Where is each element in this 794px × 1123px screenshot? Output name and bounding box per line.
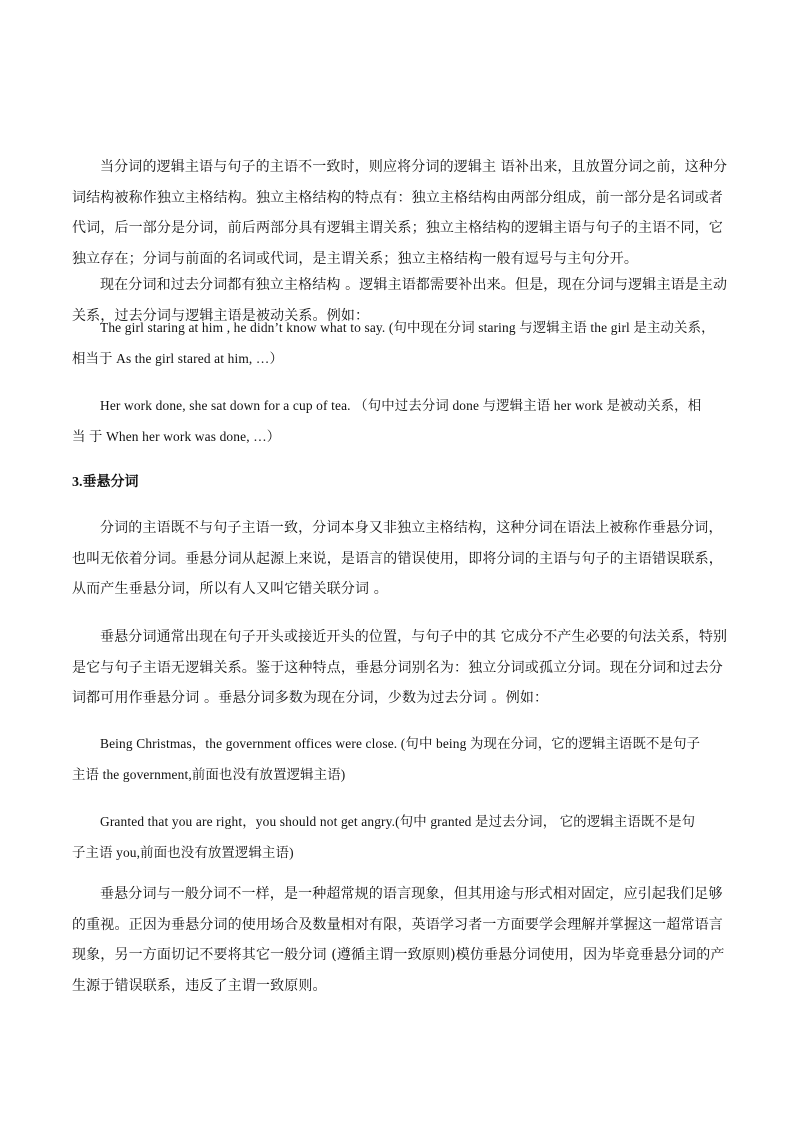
text-line: 当 于 When her work was done, …） (72, 428, 281, 444)
text-line: 分词的主语既不与句子主语一致，分词本身又非独立主格结构，这种分词在语法上被称作垂悬分词， (100, 520, 723, 536)
text-line: 垂悬分词与一般分词不一样，是一种超常规的语言现象，但其用途与形式相对固定，应引起我们足够 (100, 886, 723, 902)
text-line: 垂悬分词通常出现在句子开头或接近开头的位置，与句子中的其 它成分不产生必要的句法关系，特别 (100, 629, 728, 645)
text-line: 生源于错误联系，违反了主谓一致原则。 (72, 977, 327, 994)
example-granted (72, 807, 722, 868)
paragraph-absolute-construction (72, 152, 728, 274)
text-line: The girl staring at him , he didn’t know what to say. (句中现在分词 staring 与逻辑主语 the girl 是主动关系， (100, 320, 715, 335)
text-line: 是它与句子主语无逻辑关系。鉴于这种特点，垂悬分词别名为：独立分词或孤立分词。现在分词和过去分 (72, 659, 723, 676)
text-line: 相当于 As the girl stared at him, …） (72, 350, 283, 366)
text-line: 的重视。正因为垂悬分词的使用场合及数量相对有限，英语学习者一方面要学会理解并掌握这一超常语言 (72, 916, 723, 933)
text-line: 代词，后一部分是分词，前后两部分具有逻辑主谓关系；独立主格结构的逻辑主语与句子的主语不同，它 (72, 220, 723, 236)
text-line: 词都可用作垂悬分词 。垂悬分词多数为现在分词，少数为过去分词 。例如： (72, 690, 549, 706)
paragraph-dangling-definition (72, 513, 722, 605)
paragraph-dangling-conclusion (72, 879, 725, 1001)
text-line: 关系，过去分词与逻辑主语是被动关系。例如： (72, 307, 370, 324)
text-line: 现象，另一方面切记不要将其它一般分词 (遵循主谓一致原则)模仿垂悬分词使用，因为毕竟垂悬分词的产 (72, 947, 725, 963)
example-work-done (72, 391, 722, 452)
text-line: 独立存在；分词与前面的名词或代词，是主谓关系；独立主格结构一般有逗号与主句分开。 (72, 250, 638, 267)
text-line: 主语 the government,前面也没有放置逻辑主语) (72, 766, 346, 782)
text-line: Being Christmas，the government offices were close. (句中 being 为现在分词，它的逻辑主语既不是句子 (100, 736, 701, 751)
text-line: 也叫无依着分词。垂悬分词从起源上来说，是语言的错误使用，即将分词的主语与句子的主语错误联系， (72, 550, 723, 567)
example-being-christmas (72, 729, 722, 790)
paragraph-dangling-position (72, 622, 728, 714)
text-line: 现在分词和过去分词都有独立主格结构 。逻辑主语都需要补出来。但是，现在分词与逻辑主语是主动 (100, 277, 728, 293)
text-line: 词结构被称作独立主格结构。独立主格结构的特点有：独立主格结构由两部分组成，前一部分是名词或者 (72, 189, 723, 206)
text-line: 当分词的逻辑主语与句子的主语不一致时，则应将分词的逻辑主 语补出来，且放置分词之前，这种分 (100, 159, 728, 175)
text-line: 子主语 you,前面也没有放置逻辑主语) (72, 844, 294, 860)
text-line: Her work done, she sat down for a cup of tea. （句中过去分词 done 与逻辑主语 her work 是被动关系，相 (100, 398, 702, 413)
section-heading: 3.垂悬分词 (72, 475, 139, 490)
text-line: 从而产生垂悬分词，所以有人又叫它错关联分词 。 (72, 581, 388, 597)
example-girl-staring (72, 313, 722, 374)
text-line: Granted that you are right，you should not get angry.(句中 granted 是过去分词， 它的逻辑主语既不是句 (100, 814, 696, 829)
